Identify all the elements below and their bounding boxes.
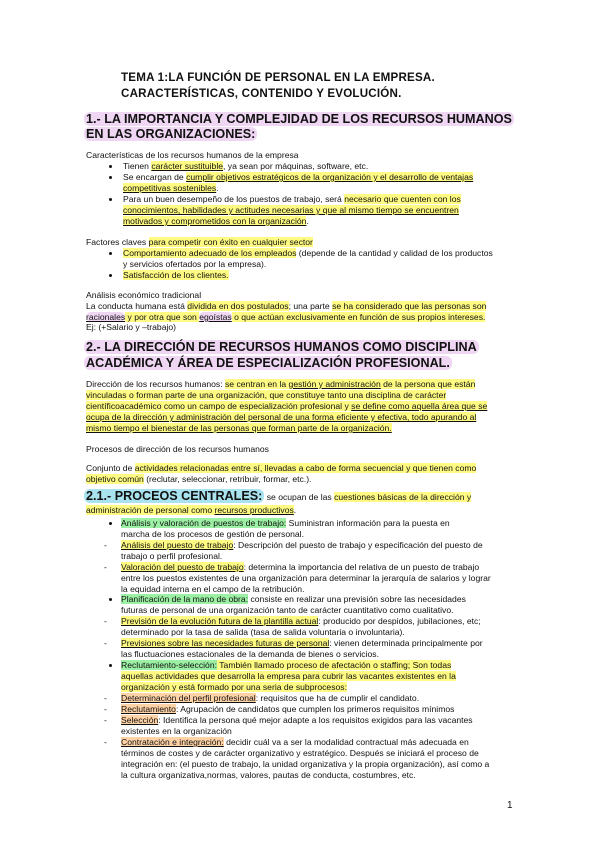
direccion-line-5: mismo tiempo el bienestar de las personas que forman parte de la organización. [86, 423, 392, 433]
bullet-dot [109, 165, 112, 168]
item-analisis-puesto-cont: trabajo o perfil profesional. [121, 551, 223, 561]
direccion-line-4: ocupa de la dirección y administración del personal de una forma eficiente y efectiva, todo apurando al [86, 412, 477, 422]
section-2-heading-b: ACADÉMICA Y ÁREA DE ESPECIALIZACIÓN PROFESIONAL. [86, 356, 450, 370]
item-contratacion: Contratación e integración: decidir cuál va a ser la modalidad contractual más adecuada en [121, 737, 469, 747]
analisis-title: Análisis económico tradicional [86, 290, 202, 300]
dash-marker: - [104, 737, 107, 747]
direccion-line-1: Dirección de los recursos humanos: se centran en la gestión y administración de la persona que están [86, 379, 476, 389]
section-2-1-line-2: administración de personal como recursos productivos. [86, 505, 297, 515]
analisis-line-3: Ej: (+Salario y –trabajo) [86, 322, 177, 332]
bullet-dot [109, 198, 112, 201]
item-previsiones-necesidades: Previsiones sobre las necesidades futuras de personal: vienen determinada principalmente por [121, 638, 483, 648]
caract-item-2: Se encargan de cumplir objetivos estratégicos de la organización y el desarrollo de ventajas [123, 172, 474, 182]
dash-marker: - [104, 715, 107, 725]
dash-marker: - [104, 638, 107, 648]
document-title-line2: CARACTERÍSTICAS, CONTENIDO Y EVOLUCIÓN. [121, 87, 402, 100]
item-valoracion-puesto-cont: entre los puestos existentes de una organización para determinar la jerarquía de salarios y lograr [121, 573, 491, 583]
dash-marker: - [104, 616, 107, 626]
dash-marker: - [104, 562, 107, 572]
item-valoracion-puesto-cont2: la equidad interna en el campo de la retribución. [121, 584, 305, 594]
item-analisis-valoracion-cont: marcha de los procesos de gestión de personal. [121, 529, 304, 539]
caract-item-3-cont: conocimientos, habilidades y actitudes necesarias y que al mismo tiempo se encuentren [123, 205, 459, 215]
section-1-heading-a: 1.- LA IMPORTANCIA Y COMPLEJIDAD DE LOS RECURSOS HUMANOS [86, 112, 512, 126]
item-reclutamiento-seleccion: Reclutamiento-selección: También llamado proceso de afectación o staffing; Son todas [121, 660, 452, 670]
caract-item-2-cont: competitivas sostenibles. [123, 183, 219, 193]
bullet-dot [109, 598, 112, 601]
item-seleccion-cont: existentes en la organización [121, 726, 232, 736]
item-reclutamiento: Reclutamiento: Agrupación de candidatos que cumplen los primeros requisitos mínimos [121, 704, 455, 714]
page-number: 1 [507, 800, 513, 811]
factores-item-1: Comportamiento adecuado de los empleados (depende de la cantidad y calidad de los productos [123, 248, 493, 258]
item-previsiones-necesidades-cont: las fluctuaciones estacionales de la demanda de bienes o servicios. [121, 649, 379, 659]
factores-item-1-cont: y servicios ofertados por la empresa). [123, 259, 267, 269]
direccion-line-3: científicoacadémico como un campo de especialización profesional y se define como aquella área que se [86, 401, 488, 411]
analisis-line-2: racionales y por otra que son egoístas o que actúan exclusivamente en función de sus propios intereses. [86, 312, 486, 322]
dash-marker: - [104, 693, 107, 703]
section-2-1-heading: 2.1.- PROCEOS CENTRALES: se ocupan de las cuestiones básicas de la dirección y [86, 489, 472, 503]
bullet-dot [109, 274, 112, 277]
bullet-dot [109, 664, 112, 667]
caract-item-1: Tienen carácter sustituible, ya sean por máquinas, software, etc. [123, 161, 369, 171]
procesos-title: Procesos de dirección de los recursos humanos [86, 444, 269, 454]
item-prevision-plantilla-cont: determinado por la tasa de salida (tasa de salida voluntaria o involuntaria). [121, 627, 405, 637]
item-valoracion-puesto: Valoración del puesto de trabajo: determina la importancia del relativa de un puesto de trabajo [121, 562, 480, 572]
factores-title: Factores claves para competir con éxito en cualquier sector [86, 237, 313, 247]
conjunto-line-2: objetivo común (reclutar, seleccionar, retribuir, formar, etc.). [86, 474, 312, 484]
item-planificacion: Planificación de la mano de obra: consiste en realizar una previsión sobre las necesidades [121, 594, 466, 604]
bullet-dot [109, 252, 112, 255]
item-prevision-plantilla: Previsión de la evolución futura de la plantilla actual: producido por despidos, jubilaciones, etc; [121, 616, 481, 626]
item-contratacion-cont: términos de costes y de carácter organizativo y estratégico. Después se iniciará el proceso de [121, 748, 479, 758]
dash-marker: - [104, 704, 107, 714]
item-reclutamiento-seleccion-cont2: organización y está formado por una seria de subprocesos: [121, 682, 347, 692]
dash-marker: - [104, 540, 107, 550]
bullet-dot [109, 522, 112, 525]
analisis-line-1: La conducta humana está dividida en dos postulados; una parte se ha considerado que las personas son [86, 301, 487, 311]
item-analisis-puesto: Análisis del puesto de trabajo: Descripción del puesto de trabajo y especificación del puesto de [121, 540, 483, 550]
direccion-line-2: vinculadas o forman parte de una organización, que constituye tanto una disciplina de carácter [86, 390, 447, 400]
item-determinacion-perfil: Determinación del perfil profesional: requisitos que ha de cumplir el candidato. [121, 693, 420, 703]
section-2-heading-a: 2.- LA DIRECCIÓN DE RECURSOS HUMANOS COMO DISCIPLINA [86, 340, 477, 354]
factores-item-2: Satisfacción de los clientes. [123, 270, 229, 280]
conjunto-line-1: Conjunto de actividades relacionadas entre sí, llevadas a cabo de forma secuencial y que tienen como [86, 463, 477, 473]
caract-item-3: Para un buen desempeño de los puestos de trabajo, será necesario que cuenten con los [123, 194, 461, 204]
bullet-dot [109, 176, 112, 179]
caract-title: Características de los recursos humanos de la empresa [86, 150, 299, 160]
item-planificacion-cont: futuras de personal de una organización tanto de carácter cuantitativo como cualitativo. [121, 605, 454, 615]
item-reclutamiento-seleccion-cont: aquellas actividades que desarrolla la empresa para cubrir las vacantes existentes en la [121, 671, 456, 681]
item-contratacion-cont3: la cultura organizativa,normas, valores, pautas de conducta, costumbres, etc. [121, 770, 416, 780]
item-contratacion-cont2: integración en: (el puesto de trabajo, la unidad organizativa y la propia organización), así como a [121, 759, 490, 769]
caract-item-3-cont2: motivados y comprometidos con la organización. [123, 216, 309, 226]
section-1-heading-b: EN LAS ORGANIZACIONES: [86, 127, 256, 141]
item-seleccion: Selección: Identifica la persona qué mejor adapte a los requisitos exigidos para las vacantes [121, 715, 473, 725]
document-title-line1: TEMA 1:LA FUNCIÓN DE PERSONAL EN LA EMPRESA. [121, 71, 435, 84]
item-analisis-valoracion: Análisis y valoración de puestos de trabajo: Suministran información para la puesta en [121, 518, 450, 528]
